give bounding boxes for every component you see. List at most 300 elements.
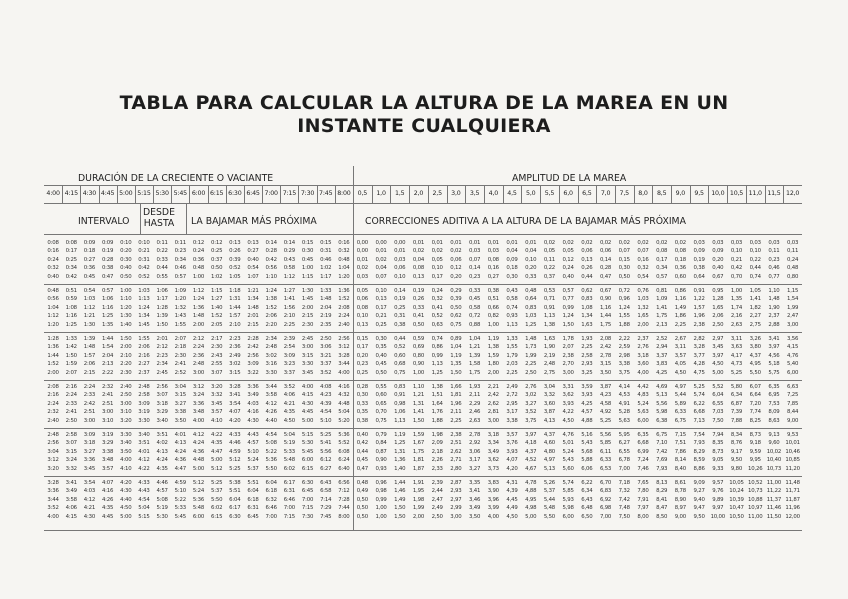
time-cell: 0:59 — [65, 296, 77, 303]
correction-cell: 0,58 — [469, 304, 481, 311]
correction-cell: 4,52 — [525, 457, 537, 464]
time-cell: 6:02 — [283, 465, 296, 472]
time-cell: 0:46 — [320, 256, 332, 263]
correction-cell: 4,83 — [637, 392, 649, 399]
correction-cell: 1,24 — [562, 313, 574, 320]
time-cell: 0:13 — [247, 240, 259, 246]
correction-cell: 0,38 — [356, 417, 368, 424]
time-cell: 3:00 — [192, 369, 205, 376]
time-cell: 3:49 — [247, 392, 259, 399]
time-cell: 3:19 — [138, 409, 150, 416]
correction-cell: 7,42 — [656, 448, 668, 455]
time-cell: 4:33 — [229, 432, 241, 438]
correction-cell: 0,29 — [450, 288, 462, 294]
correction-cell: 0,02 — [637, 240, 649, 246]
correction-cell: 5,24 — [637, 400, 649, 407]
time-cell: 2:20 — [265, 321, 277, 328]
correction-cell: 0,10 — [525, 256, 537, 263]
correction-cell: 5,85 — [562, 488, 574, 495]
time-cell: 8:00 — [338, 513, 350, 520]
correction-cell: 0,84 — [375, 440, 387, 447]
time-cell: 4:06 — [283, 392, 296, 399]
time-cell: 5:24 — [192, 488, 205, 495]
correction-cell: 6,75 — [656, 432, 668, 438]
time-cell: 4:46 — [156, 480, 168, 486]
time-cell: 4:15 — [65, 513, 77, 520]
time-cell: 0:30 — [120, 256, 132, 263]
time-cell: 1:25 — [65, 321, 77, 328]
time-cell: 2:50 — [65, 417, 77, 424]
correction-cell: 0,50 — [375, 369, 387, 376]
correction-cell: 4,92 — [599, 409, 612, 416]
correction-cell: 0,67 — [712, 273, 724, 280]
correction-cell: 0,44 — [356, 448, 368, 455]
time-cell: 4:43 — [247, 432, 259, 438]
correction-cell: 3,49 — [469, 505, 481, 512]
time-cell: 2:56 — [338, 336, 350, 342]
time-cell: 1:20 — [120, 304, 132, 311]
correction-cell: 0,88 — [469, 321, 481, 328]
correction-cell: 1,73 — [525, 344, 537, 351]
correction-cell: 5,13 — [656, 392, 668, 399]
correction-cell: 5,43 — [581, 440, 593, 447]
correction-cell: 3,75 — [618, 369, 630, 376]
correction-cell: 3,90 — [487, 488, 499, 495]
time-cell: 0:40 — [47, 273, 59, 280]
correction-cell: 1,59 — [487, 352, 499, 359]
time-cell: 3:58 — [265, 392, 277, 399]
correction-cell: 0,67 — [599, 288, 612, 294]
correction-cell: 7,48 — [618, 505, 630, 512]
time-cell: 4:23 — [320, 392, 332, 399]
time-cell: 2:42 — [83, 400, 96, 407]
correction-cell: 4,67 — [525, 465, 537, 472]
correction-cell: 0,91 — [394, 392, 406, 399]
correction-cell: 1,35 — [730, 296, 743, 303]
time-cell: 1:39 — [83, 336, 96, 342]
correction-cell: 1,81 — [412, 457, 425, 464]
time-cell: 3:00 — [301, 344, 314, 351]
time-cell: 3:28 — [47, 480, 59, 486]
correction-cell: 0,75 — [394, 369, 406, 376]
time-cell: 2:24 — [83, 384, 96, 390]
time-cell: 1:00 — [120, 288, 132, 294]
correction-cell: 7,74 — [749, 409, 761, 416]
correction-cell: 0,99 — [431, 352, 443, 359]
correction-cell: 0,10 — [749, 248, 761, 255]
correction-cell: 0,20 — [525, 265, 537, 272]
time-cell: 1:33 — [320, 288, 332, 294]
correction-cell: 0,30 — [618, 265, 630, 272]
time-cell: 0:16 — [47, 248, 59, 255]
time-cell: 3:19 — [101, 432, 114, 438]
correction-cell: 6,48 — [581, 505, 593, 512]
correction-cell: 2,78 — [469, 432, 481, 438]
correction-cell: 0,74 — [506, 304, 518, 311]
time-cell: 0:31 — [320, 248, 332, 255]
correction-cell: 1,93 — [469, 384, 481, 390]
correction-cell: 2,25 — [674, 321, 686, 328]
correction-cell: 4,18 — [525, 440, 537, 447]
time-cell: 3:36 — [83, 457, 96, 464]
correction-cell: 5,74 — [562, 480, 574, 486]
time-cell: 0:34 — [65, 265, 77, 272]
correction-cell: 1,44 — [599, 313, 612, 320]
correction-cell: 5,60 — [562, 465, 574, 472]
correction-cell: 0,90 — [375, 457, 387, 464]
correction-cell: 4,56 — [768, 352, 780, 359]
correction-cell: 0,31 — [394, 313, 406, 320]
amplitude-col-divider — [765, 186, 766, 203]
correction-cell: 7,69 — [656, 457, 668, 464]
correction-cell: 3,31 — [562, 384, 574, 390]
correction-cell: 0,01 — [431, 240, 443, 246]
time-cell: 2:10 — [283, 313, 296, 320]
duration-col-divider — [298, 186, 299, 203]
correction-cell: 1,35 — [450, 361, 462, 368]
correction-cell: 2,07 — [562, 344, 574, 351]
time-cell: 0:32 — [338, 248, 350, 255]
correction-cell: 2,62 — [487, 400, 499, 407]
correction-cell: 0,50 — [412, 321, 425, 328]
amplitude-header-cell: 12,0 — [786, 190, 800, 197]
correction-cell: 4,75 — [693, 369, 705, 376]
time-cell: 1:24 — [265, 288, 277, 294]
correction-cell: 9,76 — [712, 488, 724, 495]
correction-cell: 3,15 — [599, 361, 612, 368]
correction-cell: 2,92 — [469, 440, 481, 447]
time-cell: 4:20 — [120, 480, 132, 486]
amplitude-col-divider — [671, 186, 672, 203]
correction-cell: 4,14 — [618, 384, 630, 390]
time-cell: 2:04 — [101, 352, 114, 359]
time-cell: 3:09 — [247, 361, 259, 368]
correction-cell: 0,77 — [562, 296, 574, 303]
duration-header-cell: 6:00 — [191, 190, 206, 197]
correction-cell: 8,90 — [674, 496, 686, 503]
correction-cell: 8,73 — [712, 448, 724, 455]
correction-cell: 0,20 — [712, 256, 724, 263]
correction-cell: 3,80 — [749, 344, 761, 351]
correction-cell: 1,32 — [637, 304, 649, 311]
time-cell: 6:00 — [301, 457, 314, 464]
time-cell: 4:21 — [83, 505, 96, 512]
correction-cell: 1,99 — [787, 304, 799, 311]
time-cell: 2:41 — [174, 361, 186, 368]
correction-cell: 9,60 — [768, 440, 780, 447]
time-cell: 3:24 — [65, 457, 77, 464]
time-cell: 4:00 — [47, 513, 59, 520]
correction-cell: 0,42 — [356, 440, 368, 447]
correction-cell: 1,65 — [712, 304, 724, 311]
correction-cell: 0,42 — [730, 265, 743, 272]
correction-cell: 9,00 — [787, 417, 799, 424]
amplitude-header-cell: 11,0 — [748, 190, 762, 197]
time-cell: 2:48 — [192, 361, 205, 368]
correction-cell: 0,02 — [618, 240, 630, 246]
time-cell: 3:40 — [156, 417, 168, 424]
correction-cell: 7,93 — [656, 465, 668, 472]
time-cell: 3:37 — [320, 361, 332, 368]
correction-cell: 0,50 — [618, 273, 630, 280]
correction-cell: 2,08 — [599, 336, 612, 342]
time-cell: 3:41 — [229, 392, 241, 399]
correction-cell: 0,02 — [599, 240, 612, 246]
correction-cell: 8,78 — [674, 488, 686, 495]
correction-cell: 3,27 — [469, 465, 481, 472]
correction-cell: 0,21 — [730, 256, 743, 263]
correction-cell: 3,93 — [562, 400, 574, 407]
amplitude-col-divider — [521, 186, 522, 203]
time-cell: 1:20 — [47, 321, 59, 328]
time-cell: 4:45 — [101, 513, 114, 520]
correction-cell: 6,75 — [674, 417, 686, 424]
correction-cell: 0,26 — [581, 265, 593, 272]
correction-cell: 2,25 — [581, 344, 593, 351]
time-cell: 0:27 — [83, 256, 96, 263]
time-cell: 0:57 — [101, 288, 114, 294]
time-cell: 3:23 — [283, 361, 296, 368]
correction-cell: 6,53 — [599, 465, 612, 472]
time-cell: 2:06 — [138, 344, 150, 351]
correction-cell: 4,76 — [787, 352, 799, 359]
duration-col-divider — [262, 186, 263, 203]
correction-cell: 5,85 — [599, 440, 612, 447]
duration-header-cell: 7:45 — [319, 190, 333, 197]
correction-cell: 11,50 — [766, 513, 782, 520]
duration-header-cell: 5:45 — [173, 190, 187, 197]
amplitude-col-divider — [447, 186, 448, 203]
time-cell: 0:14 — [283, 240, 296, 246]
correction-cell: 0,01 — [525, 240, 537, 246]
time-cell: 2:16 — [65, 384, 77, 390]
amplitude-header-cell: 1,0 — [376, 190, 386, 197]
time-cell: 0:12 — [211, 240, 223, 246]
correction-cell: 0,75 — [375, 417, 387, 424]
time-cell: 2:17 — [211, 336, 223, 342]
time-cell: 3:15 — [174, 392, 186, 399]
time-cell: 3:38 — [101, 448, 114, 455]
time-cell: 1:15 — [301, 273, 314, 280]
correction-cell: 1,75 — [599, 321, 612, 328]
correction-cell: 9,50 — [693, 513, 705, 520]
time-cell: 2:48 — [265, 344, 277, 351]
time-cell: 2:40 — [338, 321, 350, 328]
correction-cell: 0,48 — [525, 288, 537, 294]
amplitude-col-divider — [484, 186, 485, 203]
correction-cell: 1,74 — [730, 304, 743, 311]
correction-cell: 1,88 — [431, 417, 443, 424]
correction-cell: 2,22 — [618, 336, 630, 342]
correction-cell: 4,95 — [749, 361, 761, 368]
time-cell: 0:39 — [229, 256, 241, 263]
correction-cell: 1,98 — [412, 496, 425, 503]
amplitude-col-divider — [409, 186, 410, 203]
correction-cell: 0,66 — [487, 304, 499, 311]
correction-cell: 0,04 — [525, 248, 537, 255]
correction-cell: 1,44 — [394, 480, 406, 486]
correction-cell: 0,27 — [487, 273, 499, 280]
correction-cell: 4,88 — [581, 417, 593, 424]
correction-cell: 4,50 — [674, 369, 686, 376]
correction-cell: 1,55 — [506, 344, 518, 351]
correction-cell: 4,37 — [749, 352, 761, 359]
correction-cell: 6,06 — [581, 465, 593, 472]
correction-cell: 6,22 — [693, 400, 705, 407]
time-cell: 4:24 — [156, 457, 168, 464]
correction-cell: 1,50 — [412, 417, 425, 424]
correction-cell: 7,03 — [712, 409, 724, 416]
time-cell: 1:12 — [283, 273, 296, 280]
correction-cell: 0,17 — [375, 304, 387, 311]
correction-cell: 9,47 — [693, 505, 705, 512]
correction-cell: 0,12 — [450, 265, 462, 272]
correction-cell: 3,75 — [525, 417, 537, 424]
time-cell: 4:16 — [338, 384, 350, 390]
correction-cell: 0,52 — [394, 344, 406, 351]
correction-cell: 0,11 — [543, 256, 556, 263]
time-cell: 1:34 — [138, 313, 150, 320]
correction-cell: 11,22 — [766, 488, 782, 495]
correction-cell: 1,48 — [768, 296, 780, 303]
correction-cell: 9,18 — [749, 440, 761, 447]
correction-cell: 6,50 — [581, 513, 593, 520]
time-cell: 5:41 — [320, 440, 332, 447]
correction-cell: 3,06 — [469, 448, 481, 455]
time-cell: 0:26 — [229, 248, 241, 255]
correction-cell: 2,49 — [506, 384, 518, 390]
correction-cell: 2,59 — [618, 344, 630, 351]
time-cell: 4:36 — [174, 457, 186, 464]
amplitude-header-cell: 4,5 — [507, 190, 517, 197]
correction-cell: 0,33 — [412, 304, 425, 311]
time-cell: 3:04 — [47, 448, 59, 455]
time-cell: 3:02 — [265, 352, 277, 359]
time-cell: 1:08 — [65, 304, 77, 311]
time-cell: 1:21 — [247, 288, 259, 294]
correction-cell: 6,22 — [581, 480, 593, 486]
correction-cell: 3,38 — [618, 361, 630, 368]
correction-cell: 0,02 — [562, 240, 574, 246]
time-cell: 1:15 — [211, 288, 223, 294]
duration-header-cell: 5:00 — [119, 190, 133, 197]
time-cell: 3:07 — [156, 392, 168, 399]
time-cell: 1:48 — [192, 313, 205, 320]
time-cell: 1:31 — [229, 296, 241, 303]
time-cell: 6:08 — [338, 448, 350, 455]
correction-cell: 3,00 — [787, 321, 799, 328]
correction-cell: 5,75 — [768, 369, 780, 376]
duration-col-divider — [171, 186, 172, 203]
correction-cell: 0,81 — [656, 288, 668, 294]
time-cell: 5:08 — [156, 496, 168, 503]
time-cell: 3:50 — [120, 448, 132, 455]
correction-cell: 0,06 — [394, 265, 406, 272]
correction-cell: 10,40 — [766, 457, 782, 464]
time-cell: 3:28 — [229, 384, 241, 390]
time-cell: 5:15 — [138, 513, 150, 520]
correction-cell: 0,00 — [356, 248, 368, 255]
time-cell: 0:11 — [156, 240, 168, 246]
correction-cell: 4,57 — [581, 409, 593, 416]
correction-cell: 0,50 — [356, 513, 368, 520]
interval-header: INTERVALO — [78, 216, 130, 227]
correction-cell: 9,33 — [712, 465, 724, 472]
correction-cell: 5,44 — [674, 392, 686, 399]
correction-cell: 0,02 — [450, 248, 462, 255]
time-cell: 2:07 — [65, 369, 77, 376]
correction-cell: 0,26 — [412, 296, 425, 303]
correction-cell: 0,50 — [356, 496, 368, 503]
time-cell: 1:59 — [65, 361, 77, 368]
time-cell: 4:12 — [138, 457, 150, 464]
correction-cell: 0,25 — [375, 321, 387, 328]
time-cell: 5:33 — [174, 505, 186, 512]
time-cell: 0:09 — [101, 240, 114, 246]
time-cell: 0:43 — [283, 256, 296, 263]
time-cell: 0:50 — [211, 265, 223, 272]
correction-cell: 0,05 — [356, 288, 368, 294]
time-cell: 2:32 — [47, 409, 59, 416]
time-cell: 4:02 — [156, 440, 168, 447]
correction-cell: 10,73 — [766, 465, 782, 472]
correction-cell: 3,50 — [469, 513, 481, 520]
correction-cell: 0,35 — [356, 409, 368, 416]
correction-cell: 2,11 — [469, 392, 481, 399]
time-cell: 1:36 — [338, 288, 350, 294]
correction-cell: 7,50 — [712, 417, 724, 424]
correction-cell: 0,18 — [506, 265, 518, 272]
correction-cell: 0,10 — [394, 273, 406, 280]
correction-cell: 0,44 — [749, 265, 761, 272]
time-cell: 1:17 — [320, 273, 332, 280]
amplitude-col-divider — [465, 186, 466, 203]
correction-cell: 3,00 — [450, 513, 462, 520]
time-cell: 4:35 — [211, 440, 223, 447]
correction-cell: 0,19 — [412, 288, 425, 294]
correction-cell: 3,52 — [525, 409, 537, 416]
time-cell: 4:30 — [83, 513, 96, 520]
time-cell: 5:50 — [211, 496, 223, 503]
correction-cell: 4,88 — [525, 488, 537, 495]
correction-cell: 1,98 — [431, 432, 443, 438]
time-cell: 5:25 — [320, 432, 332, 438]
correction-cell: 0,06 — [356, 296, 368, 303]
correction-cell: 2,38 — [450, 432, 462, 438]
correction-cell: 1,05 — [749, 288, 761, 294]
correction-cell: 6,92 — [599, 496, 612, 503]
correction-cell: 0,69 — [412, 344, 425, 351]
time-cell: 0:24 — [192, 248, 205, 255]
time-cell: 2:51 — [83, 409, 96, 416]
time-cell: 2:30 — [301, 321, 314, 328]
amplitude-col-divider — [596, 186, 597, 203]
time-cell: 0:22 — [156, 248, 168, 255]
correction-cell: 2,50 — [525, 369, 537, 376]
correction-cell: 4,50 — [506, 513, 518, 520]
time-cell: 1:30 — [83, 321, 96, 328]
correction-cell: 0,19 — [693, 256, 705, 263]
correction-cell: 0,86 — [674, 288, 686, 294]
correction-cell: 0,08 — [412, 265, 425, 272]
time-cell: 5:10 — [247, 448, 259, 455]
correction-cell: 0,38 — [487, 288, 499, 294]
correction-cell: 2,38 — [693, 321, 705, 328]
correction-cell: 9,40 — [693, 496, 705, 503]
amplitude-header-cell: 10,0 — [711, 190, 725, 197]
amplitude-header-cell: 3,5 — [469, 190, 480, 197]
time-cell: 1:36 — [192, 304, 205, 311]
